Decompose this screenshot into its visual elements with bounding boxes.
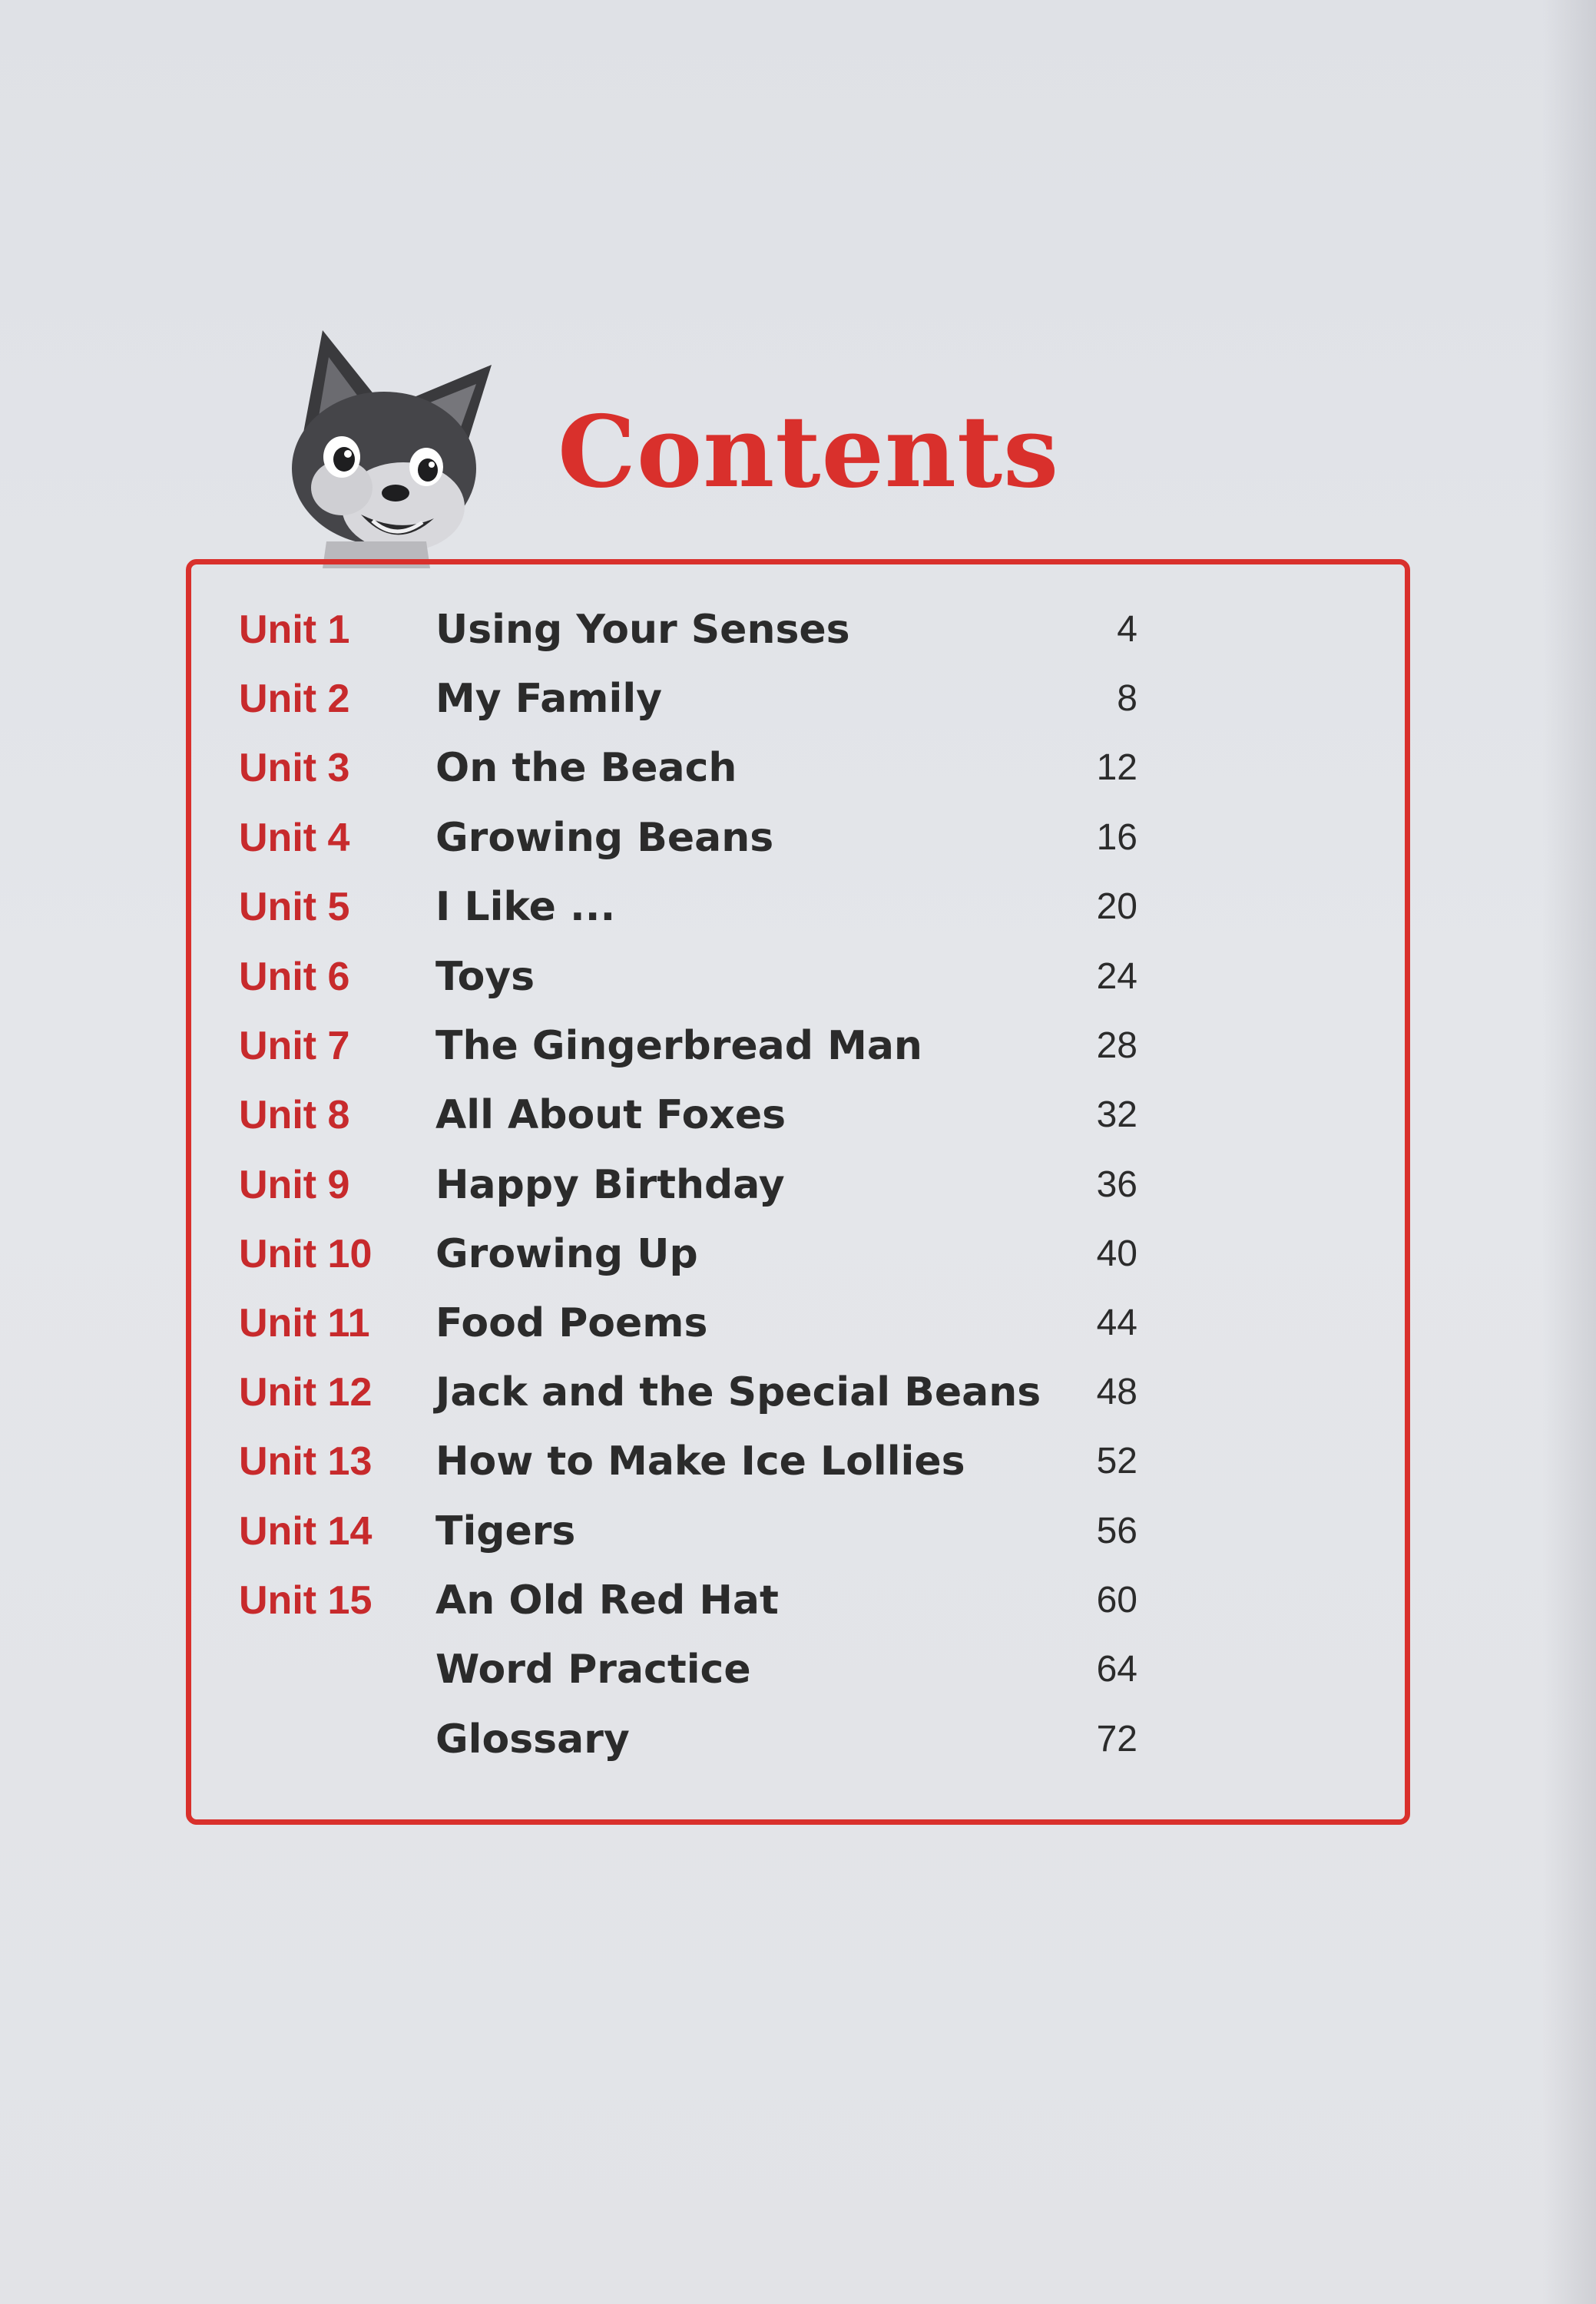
unit-label: Unit 14 — [239, 1509, 373, 1554]
toc-row[interactable] — [191, 1566, 1416, 1635]
toc-row[interactable] — [191, 1011, 1416, 1081]
toc-row[interactable] — [191, 803, 1416, 872]
unit-title: Toys — [435, 954, 535, 1000]
page-number: 52 — [1096, 1441, 1137, 1481]
page-edge-shadow — [1542, 0, 1596, 2304]
page-number: 60 — [1096, 1580, 1137, 1620]
unit-label: Unit 15 — [239, 1578, 373, 1623]
toc-row[interactable] — [191, 1081, 1416, 1150]
unit-label: Unit 11 — [239, 1301, 370, 1346]
unit-title: I Like ... — [435, 884, 616, 930]
toc-row[interactable] — [191, 1705, 1416, 1774]
unit-label: Unit 2 — [239, 677, 350, 721]
unit-title: My Family — [435, 676, 663, 722]
toc-row[interactable] — [191, 942, 1416, 1011]
page-number: 64 — [1096, 1649, 1137, 1690]
page-number: 48 — [1096, 1372, 1137, 1412]
unit-title: How to Make Ice Lollies — [435, 1438, 965, 1485]
toc-row[interactable] — [191, 664, 1416, 733]
page-number: 8 — [1117, 678, 1137, 719]
unit-label: Unit 7 — [239, 1024, 350, 1068]
toc-row[interactable] — [191, 595, 1416, 664]
unit-label: Unit 10 — [239, 1232, 373, 1276]
page-number: 44 — [1096, 1303, 1137, 1343]
unit-title: On the Beach — [435, 745, 737, 791]
unit-label: Unit 3 — [239, 746, 350, 790]
page-number: 20 — [1096, 886, 1137, 927]
page-number: 16 — [1096, 817, 1137, 858]
page-number: 12 — [1096, 747, 1137, 788]
page-number: 32 — [1096, 1094, 1137, 1135]
page-number: 4 — [1117, 609, 1137, 650]
unit-title: Jack and the Special Beans — [435, 1369, 1041, 1415]
toc-row[interactable] — [191, 1220, 1416, 1289]
page-number: 72 — [1096, 1719, 1137, 1759]
fox-mascot-icon — [269, 323, 499, 568]
unit-title: The Gingerbread Man — [435, 1023, 922, 1069]
unit-title: Tigers — [435, 1508, 576, 1554]
unit-title: Word Practice — [435, 1647, 751, 1693]
page-number: 56 — [1096, 1511, 1137, 1551]
unit-title: Glossary — [435, 1716, 630, 1763]
toc-row[interactable] — [191, 1635, 1416, 1704]
unit-title: Food Poems — [435, 1300, 708, 1346]
unit-label: Unit 13 — [239, 1439, 373, 1484]
page-number: 24 — [1096, 956, 1137, 997]
unit-title: Growing Beans — [435, 815, 774, 861]
unit-title: An Old Red Hat — [435, 1577, 779, 1624]
unit-title: Growing Up — [435, 1231, 698, 1277]
unit-title: Using Your Senses — [435, 607, 850, 653]
unit-title: All About Foxes — [435, 1092, 786, 1138]
toc-row[interactable] — [191, 1150, 1416, 1220]
contents-box — [186, 559, 1410, 1825]
unit-label: Unit 12 — [239, 1370, 373, 1415]
unit-label: Unit 5 — [239, 885, 350, 929]
toc-row[interactable] — [191, 1289, 1416, 1358]
page-title: Contents — [558, 395, 1060, 510]
toc-row[interactable] — [191, 733, 1416, 803]
unit-title: Happy Birthday — [435, 1162, 785, 1208]
toc-row[interactable] — [191, 1497, 1416, 1566]
page-number: 28 — [1096, 1025, 1137, 1066]
page-number: 40 — [1096, 1233, 1137, 1274]
toc-row[interactable] — [191, 1358, 1416, 1427]
toc-row[interactable] — [191, 872, 1416, 942]
unit-label: Unit 4 — [239, 816, 350, 860]
toc-row[interactable] — [191, 1427, 1416, 1496]
unit-label: Unit 6 — [239, 955, 350, 999]
unit-label: Unit 1 — [239, 607, 350, 652]
unit-label: Unit 9 — [239, 1163, 350, 1207]
page-number: 36 — [1096, 1164, 1137, 1205]
unit-label: Unit 8 — [239, 1093, 350, 1137]
